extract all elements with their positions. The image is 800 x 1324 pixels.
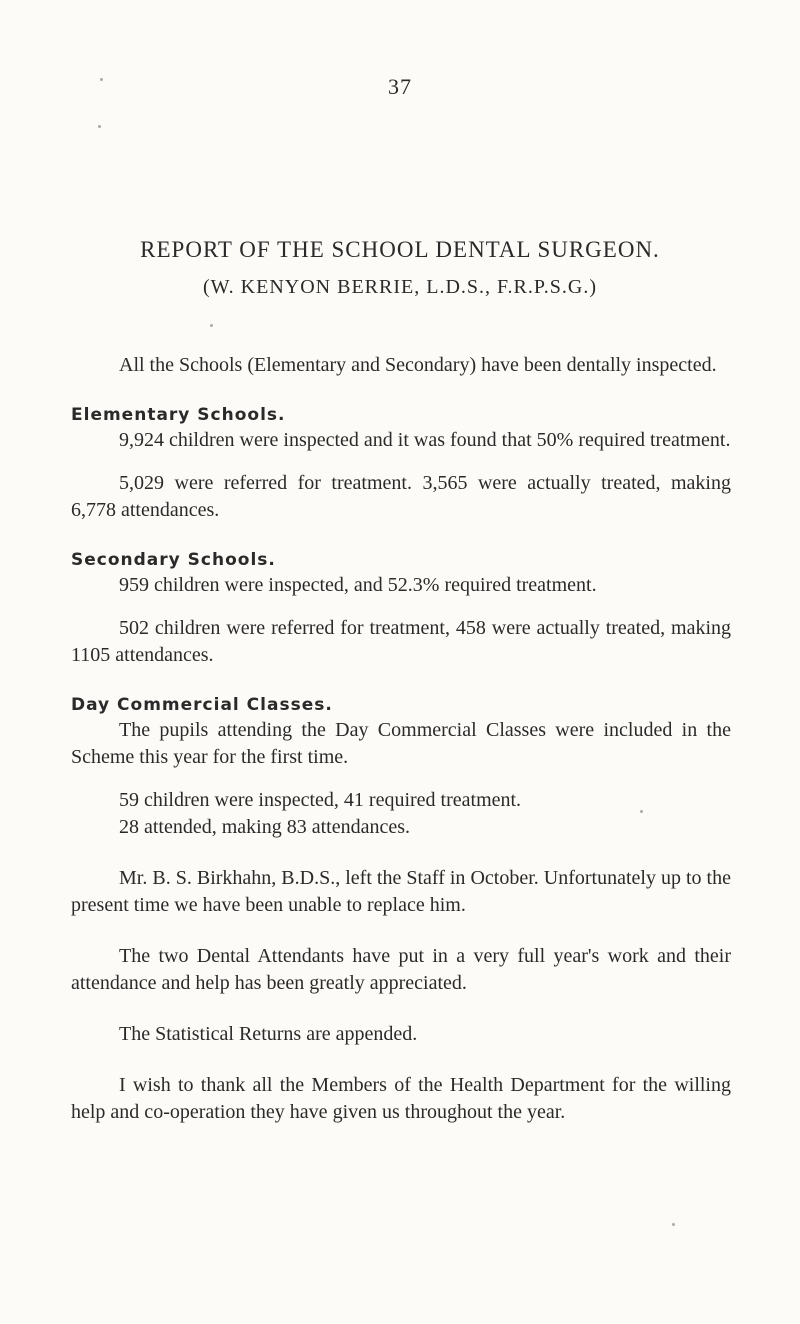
report-body <box>71 352 731 1126</box>
secondary-inspection-paragraph: 959 children were inspected, and 52.3% required treatment. <box>119 574 597 596</box>
returns-paragraph: The Statistical Returns are appended. <box>119 1023 418 1045</box>
paper-speck <box>210 324 213 327</box>
day-commercial-attendance-line: 28 attended, making 83 attendances. <box>119 816 411 838</box>
paper-speck <box>98 125 101 128</box>
section-heading-elementary: Elementary Schools. <box>71 405 286 425</box>
elementary-inspection-paragraph: 9,924 children were inspected and it was found that 50% required treatment. <box>119 429 731 451</box>
intro-paragraph: All the Schools (Elementary and Secondary) have been dentally inspected. <box>119 354 717 376</box>
secondary-treatment-paragraph: 502 children were referred for treatment, 458 were actually treated, making 1105 attendances. <box>71 617 731 666</box>
day-commercial-inspection-line: 59 children were inspected, 41 required treatment. <box>119 789 522 811</box>
staff-paragraph: Mr. B. S. Birkhahn, B.D.S., left the Staff in October. Unfortunately up to the present time we have been unable to replace him. <box>71 867 731 916</box>
report-author: (W. KENYON BERRIE, L.D.S., F.R.P.S.G.) <box>202 276 598 298</box>
elementary-treatment-paragraph: 5,029 were referred for treatment. 3,565 were actually treated, making 6,778 attendances. <box>71 472 731 521</box>
thanks-paragraph: I wish to thank all the Members of the Health Department for the willing help and co-operation they have given us throughout the year. <box>71 1074 731 1123</box>
section-heading-day-commercial: Day Commercial Classes. <box>71 695 333 715</box>
report-title: REPORT OF THE SCHOOL DENTAL SURGEON. <box>140 237 660 262</box>
page-number: 37 <box>388 74 412 99</box>
attendants-paragraph: The two Dental Attendants have put in a very full year's work and their attendance and help has been greatly appreciated. <box>71 945 731 994</box>
paper-speck <box>672 1223 675 1226</box>
day-commercial-intro-paragraph: The pupils attending the Day Commercial Classes were included in the Scheme this year for the first time. <box>71 719 731 768</box>
section-heading-secondary: Secondary Schools. <box>71 550 276 570</box>
